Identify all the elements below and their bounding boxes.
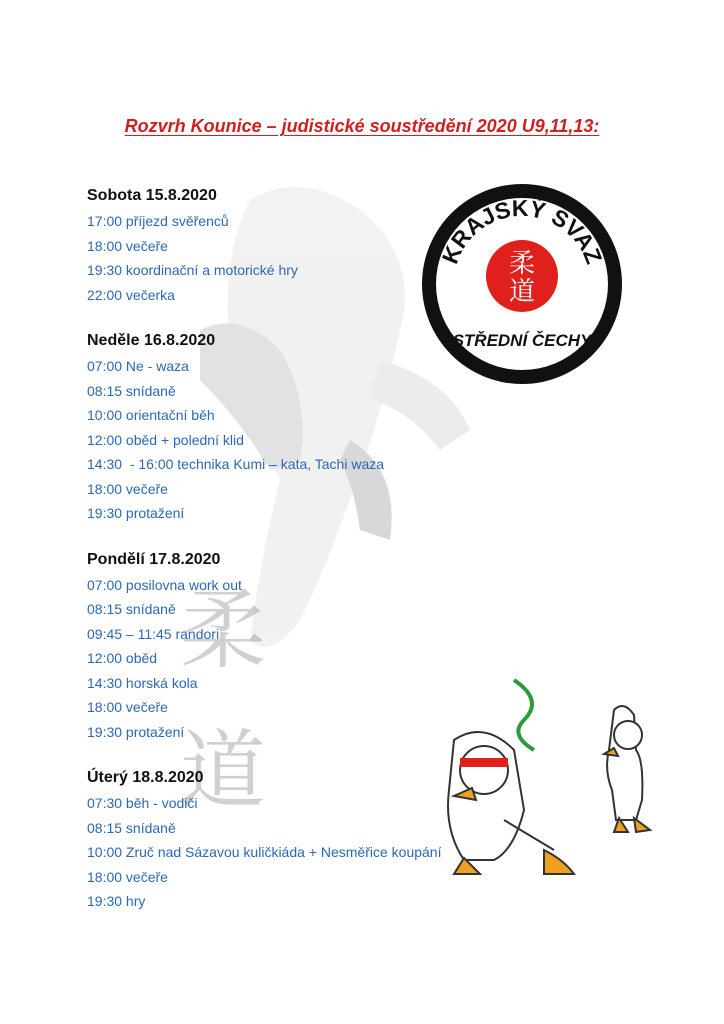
schedule-entry: 19:30 protažení bbox=[87, 505, 185, 521]
schedule-entry: 22:00 večerka bbox=[87, 286, 175, 303]
schedule-entry: 19:30 protažení bbox=[87, 723, 185, 740]
day-heading: Úterý 18.8.2020 bbox=[87, 769, 204, 786]
schedule-entry: 08:15 snídaně bbox=[87, 382, 176, 399]
schedule-entry: 18:00 večeře bbox=[87, 868, 168, 885]
day-tuesday bbox=[87, 766, 647, 914]
schedule-entry: 10:00 Zruč nad Sázavou kuličkiáda + Nesměřice koupání bbox=[87, 844, 442, 860]
logo-top-text: KRAJSKÝ SVAZ bbox=[436, 194, 608, 268]
logo-kanji-ju: 柔 bbox=[508, 249, 536, 279]
schedule-entry: 07:00 Ne - waza bbox=[87, 358, 189, 374]
schedule-entry: 14:30 - 16:00 technika Kumi – kata, Tachi waza bbox=[87, 456, 385, 472]
background-kanji-do: 道 bbox=[180, 721, 266, 821]
document-title: Rozvrh Kounice – judistické soustředění 2020 U9,11,13: bbox=[124, 116, 600, 136]
background-kanji-ju: 柔 bbox=[180, 581, 266, 681]
schedule-entry: 14:30 horská kola bbox=[87, 674, 198, 691]
day-heading: Pondělí 17.8.2020 bbox=[87, 550, 221, 568]
schedule-entry: 12:00 oběd bbox=[87, 650, 158, 666]
schedule-entry: 07:00 posilovna work out bbox=[87, 576, 242, 593]
day-monday bbox=[87, 548, 647, 745]
logo-bottom-text: STŘEDNÍ ČECHY bbox=[452, 331, 592, 350]
schedule-entry: 19:30 koordinační a motorické hry bbox=[87, 262, 298, 278]
schedule-entry: 18:00 večeře bbox=[87, 699, 168, 715]
schedule-entry: 17:00 příjezd svěřenců bbox=[87, 213, 229, 229]
schedule-entry: 08:15 snídaně bbox=[87, 819, 176, 836]
schedule-entry: 10:00 orientační běh bbox=[87, 407, 215, 423]
schedule-entry: 18:00 večeře bbox=[87, 480, 168, 497]
day-heading: Sobota 15.8.2020 bbox=[87, 187, 217, 204]
schedule-entry: 08:15 snídaně bbox=[87, 601, 176, 617]
day-saturday bbox=[87, 184, 647, 307]
schedule-entry: 09:45 – 11:45 randori bbox=[87, 625, 220, 642]
schedule-entry: 19:30 hry bbox=[87, 893, 146, 909]
schedule-entry: 07:30 běh - vodiči bbox=[87, 795, 198, 811]
logo-kanji-do: 道 bbox=[508, 277, 536, 307]
schedule-entry: 12:00 oběd + polední klid bbox=[87, 431, 244, 448]
schedule-entry: 18:00 večeře bbox=[87, 237, 168, 254]
day-heading: Neděle 16.8.2020 bbox=[87, 332, 216, 349]
schedule-days bbox=[87, 184, 647, 936]
day-sunday bbox=[87, 329, 647, 526]
